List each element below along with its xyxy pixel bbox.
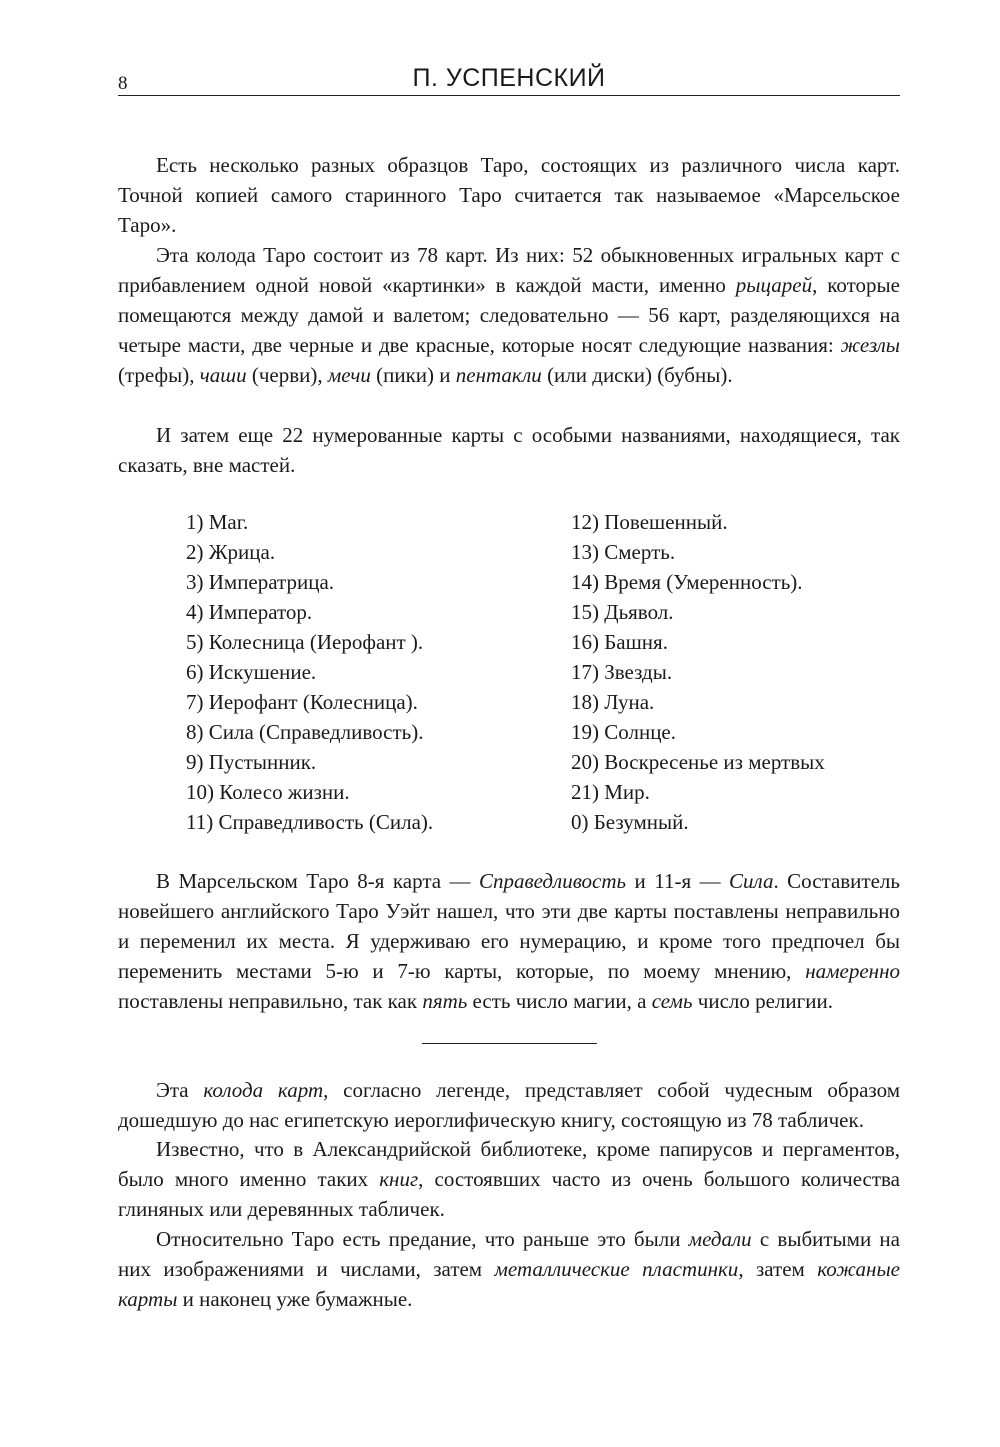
card-item: 10) Колесо жизни.: [186, 780, 350, 804]
section-separator: [422, 1043, 597, 1044]
italic-term: чаши: [199, 363, 247, 387]
paragraph-tarot-tradition: [118, 1224, 900, 1314]
text-run: (трефы),: [118, 363, 200, 387]
text-run: , состоявших часто из очень большого количества глиняных или деревянных табличек.: [118, 1167, 900, 1221]
paragraph-legend: [118, 1075, 900, 1135]
italic-term: жезлы: [840, 333, 900, 357]
card-item: 17) Звезды.: [571, 660, 673, 684]
text-run: Эта: [156, 1078, 204, 1102]
card-item: 8) Сила (Справедливость).: [186, 720, 424, 744]
card-item: 16) Башня.: [571, 630, 668, 654]
card-item: 15) Дьявол.: [571, 600, 674, 624]
card-item: 3) Императрица.: [186, 570, 335, 594]
card-item: 4) Император.: [186, 600, 313, 624]
italic-term: пять: [422, 989, 468, 1013]
page-number: 8: [118, 73, 128, 94]
italic-term: семь: [651, 989, 693, 1013]
card-item: 11) Справедливость (Сила).: [186, 810, 434, 834]
running-head: [118, 62, 900, 98]
card-item: 12) Повешенный.: [571, 510, 728, 534]
paragraph-deck-composition: [118, 240, 900, 390]
text-run: (черви),: [246, 363, 328, 387]
paragraph-tarot-samples: [118, 150, 900, 240]
card-item: 21) Мир.: [571, 780, 650, 804]
card-item: 14) Время (Умеренность).: [571, 570, 803, 594]
card-list-left: [186, 507, 433, 837]
card-item: 9) Пустынник.: [186, 750, 317, 774]
italic-term: колода карт: [203, 1078, 324, 1102]
text-run: поставлены неправильно, так как: [118, 989, 423, 1013]
paragraph-alexandria-library: [118, 1134, 900, 1224]
text-run: Эта колода Таро состоит из 78 карт. Из них: 52 обыкновенных игральных карт с прибавлением одной новой «картинки» в каждой масти, именно: [118, 243, 900, 297]
text-run: есть число магии, а: [467, 989, 652, 1013]
text-run: . Составитель новейшего английского Таро Уэйт нашел, что эти две карты поставлены неправильно и переменил их места. Я удерживаю его нумерацию, и кроме того предпочел бы переменить местами 5-ю и 7-ю карты, которые, по моему мнению,: [118, 869, 900, 983]
card-item: 13) Смерть.: [571, 540, 676, 564]
paragraph-marseille-order: [118, 866, 900, 1016]
header-rule: [118, 95, 900, 96]
paragraph-major-arcana-intro: [118, 420, 900, 480]
text-run: (или диски) (бубны).: [541, 363, 733, 387]
text-run: , согласно легенде, представляет собой чудесным образом дошедшую до нас египетскую иероглифическую книгу, состоящую из 78 табличек.: [118, 1078, 900, 1132]
card-item: 0) Безумный.: [571, 810, 689, 834]
italic-term: намеренно: [805, 959, 900, 983]
card-item: 5) Колесница (Иерофант ).: [186, 630, 424, 654]
text-run: Известно, что в Александрийской библиотеке, кроме папирусов и пергаментов, было много именно таких: [118, 1137, 900, 1191]
text-run: и 11-я —: [626, 869, 730, 893]
italic-term: медали: [688, 1227, 752, 1251]
text-run: и наконец уже бумажные.: [177, 1287, 413, 1311]
card-item: 1) Маг.: [186, 510, 249, 534]
card-item: 20) Воскресенье из мертвых: [571, 750, 825, 774]
card-item: 2) Жрица.: [186, 540, 276, 564]
text-run: И затем еще 22 нумерованные карты с особыми названиями, находящиеся, так сказать, вне мастей.: [118, 423, 900, 477]
card-item: 6) Искушение.: [186, 660, 317, 684]
italic-term: рыцарей: [735, 273, 813, 297]
running-title: П. УСПЕНСКИЙ: [412, 64, 606, 92]
text-run: , затем: [738, 1257, 818, 1281]
card-item: 19) Солнце.: [571, 720, 676, 744]
text-run: , которые помещаются между дамой и валетом; следовательно — 56 карт, разделяющихся на четыре масти, две черные и две красные, которые носят следующие названия:: [118, 273, 900, 357]
italic-term: Справедливость: [479, 869, 627, 893]
italic-term: Сила: [729, 869, 774, 893]
italic-term: металлические пластинки: [494, 1257, 739, 1281]
card-list-right: [571, 507, 825, 837]
text-run: Есть несколько разных образцов Таро, состоящих из различного числа карт. Точной копией самого старинного Таро считается так называемое «Марсельское Таро».: [118, 153, 900, 237]
card-item: 18) Луна.: [571, 690, 655, 714]
text-run: (пики) и: [370, 363, 456, 387]
text-run: с выбитыми на них изображениями и числами, затем: [118, 1227, 900, 1281]
card-item: 7) Иерофант (Колесница).: [186, 690, 418, 714]
text-run: Относительно Таро есть предание, что раньше это были: [156, 1227, 689, 1251]
text-run: В Марсельском Таро 8-я карта —: [156, 869, 479, 893]
italic-term: книг: [379, 1167, 419, 1191]
italic-term: кожаные карты: [118, 1257, 900, 1311]
italic-term: пентакли: [455, 363, 542, 387]
text-run: число религии.: [692, 989, 833, 1013]
italic-term: мечи: [327, 363, 371, 387]
